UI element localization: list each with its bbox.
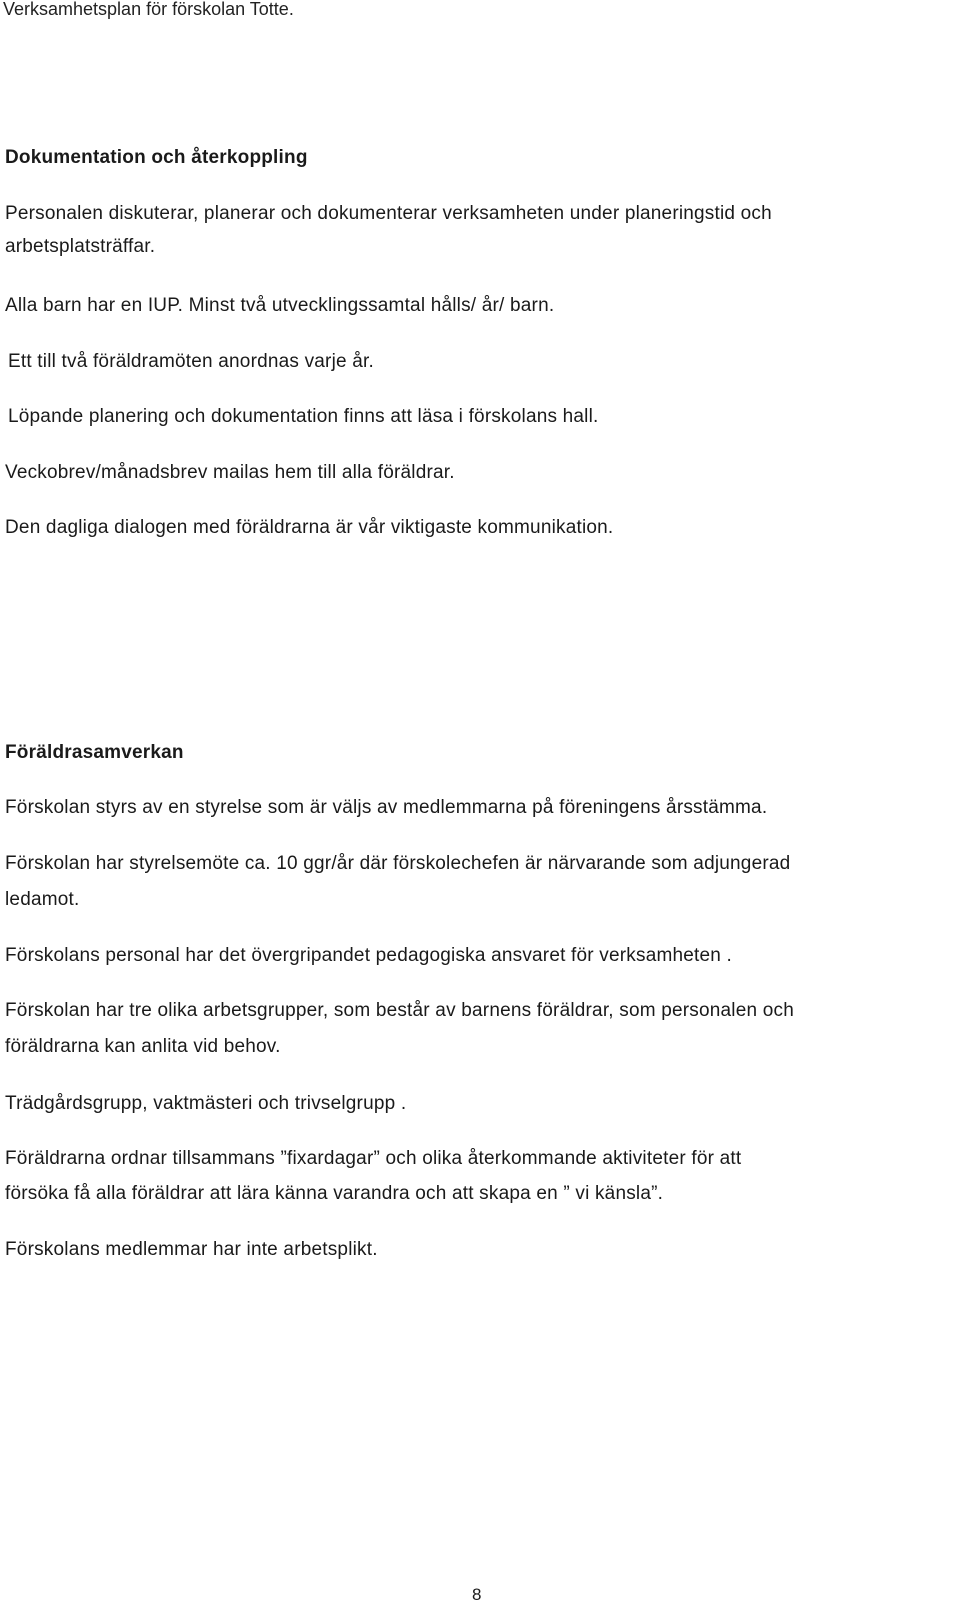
paragraph-line: Förskolan styrs av en styrelse som är väljs av medlemmarna på föreningens årsstämma. xyxy=(5,797,768,818)
paragraph-line: Förskolan har tre olika arbetsgrupper, som består av barnens föräldrar, som personalen och xyxy=(5,1000,794,1021)
paragraph-line: Föräldrarna ordnar tillsammans ”fixardagar” och olika återkommande aktiviteter för att xyxy=(5,1148,742,1169)
paragraph-line: försöka få alla föräldrar att lära känna varandra och att skapa en ” vi känsla”. xyxy=(5,1183,664,1204)
paragraph-line: Trädgårdsgrupp, vaktmästeri och trivselgrupp . xyxy=(5,1093,407,1114)
paragraph-line: föräldrarna kan anlita vid behov. xyxy=(5,1036,281,1057)
paragraph-line: arbetsplatsträffar. xyxy=(5,236,156,257)
paragraph-line: Veckobrev/månadsbrev mailas hem till alla föräldrar. xyxy=(5,462,455,483)
paragraph-line: Personalen diskuterar, planerar och dokumenterar verksamheten under planeringstid och xyxy=(5,203,772,224)
paragraph-line: Alla barn har en IUP. Minst två utvecklingssamtal hålls/ år/ barn. xyxy=(5,295,555,316)
paragraph-line: Löpande planering och dokumentation finns att läsa i förskolans hall. xyxy=(8,406,599,427)
paragraph-line: Den dagliga dialogen med föräldrarna är vår viktigaste kommunikation. xyxy=(5,517,614,538)
paragraph-line: Förskolans medlemmar har inte arbetsplikt. xyxy=(5,1239,378,1260)
paragraph-line: Ett till två föräldramöten anordnas varje år. xyxy=(8,351,374,372)
document-header: Verksamhetsplan för förskolan Totte. xyxy=(3,0,294,19)
section-heading-documentation: Dokumentation och återkoppling xyxy=(5,147,308,168)
paragraph-line: ledamot. xyxy=(5,889,80,910)
paragraph-line: Förskolan har styrelsemöte ca. 10 ggr/år där förskolechefen är närvarande som adjungerad xyxy=(5,853,791,874)
section-heading-parent-cooperation: Föräldrasamverkan xyxy=(5,742,184,763)
page-number: 8 xyxy=(472,1585,482,1604)
paragraph-line: Förskolans personal har det övergripandet pedagogiska ansvaret för verksamheten . xyxy=(5,945,732,966)
